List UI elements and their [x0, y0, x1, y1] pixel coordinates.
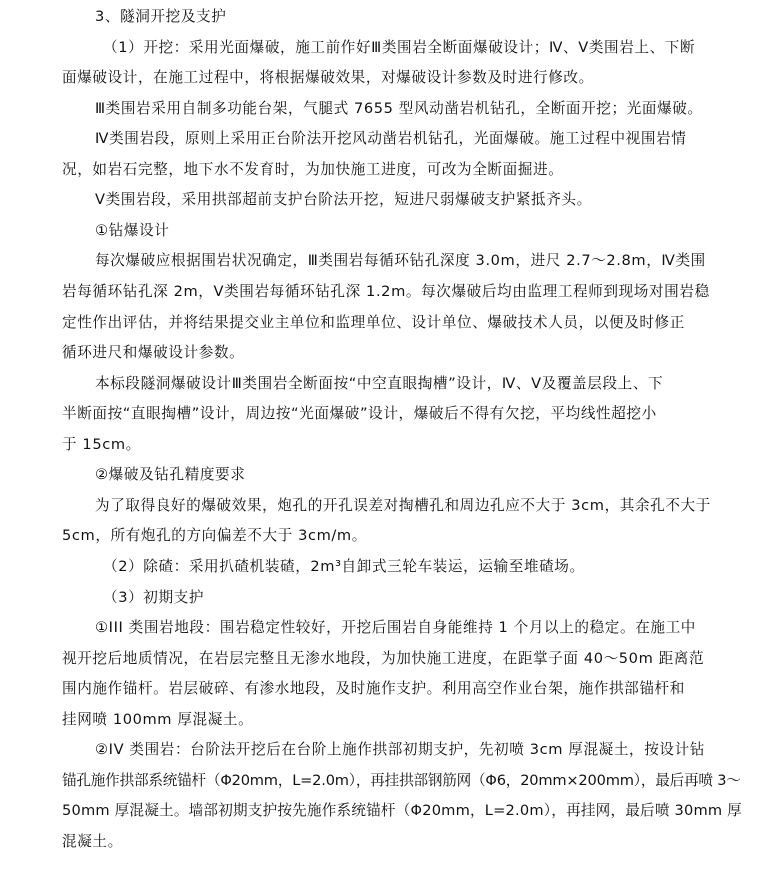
- paragraph-line: （2）除碴：采用扒碴机装碴，2m³自卸式三轮车装运，运输至堆碴场。: [103, 558, 585, 575]
- paragraph-line: Ⅲ类围岩采用自制多功能台架，气腿式 7655 型风动凿岩机钻孔，全断面开挖；光面爆破。: [95, 100, 703, 117]
- paragraph-line: 每次爆破应根据围岩状况确定，Ⅲ类围岩每循环钻孔深度 3.0m，进尺 2.7～2.8m，Ⅳ类围: [95, 252, 706, 269]
- paragraph-line: 于 15cm。: [62, 436, 141, 453]
- paragraph-line: ①III 类围岩地段：围岩稳定性较好，开挖后围岩自身能维持 1 个月以上的稳定。在施工中: [95, 619, 696, 636]
- paragraph-line: 挂网喷 100mm 厚混凝土。: [62, 711, 254, 728]
- paragraph-line: 本标段隧洞爆破设计Ⅲ类围岩全断面按“中空直眼掏槽”设计，Ⅳ、Ⅴ及覆盖层段上、下: [95, 375, 664, 392]
- paragraph-line: 锚孔施作拱部系统锚杆（Φ20mm，L=2.0m），再挂拱部钢筋网（Φ6，20mm×200mm），最后再喷 3～: [62, 772, 741, 789]
- subsection-heading: ①钻爆设计: [95, 222, 170, 239]
- paragraph-line: ②IV 类围岩：台阶法开挖后在台阶上施作拱部初期支护，先初喷 3cm 厚混凝土，按设计钻: [95, 741, 705, 758]
- paragraph-line: Ⅳ类围岩段，原则上采用正台阶法开挖风动凿岩机钻孔，光面爆破。施工过程中视围岩情: [95, 130, 687, 147]
- paragraph-line: 定性作出评估，并将结果提交业主单位和监理单位、设计单位、爆破技术人员，以便及时修正: [62, 314, 685, 331]
- paragraph-line: 为了取得良好的爆破效果，炮孔的开孔误差对掏槽孔和周边孔应不大于 3cm，其余孔不大于: [95, 497, 711, 514]
- paragraph-line: 面爆破设计，在施工过程中，将根据爆破效果，对爆破设计参数及时进行修改。: [62, 69, 594, 86]
- paragraph-line: 视开挖后地质情况，在岩层完整且无渗水地段，为加快施工进度，在距掌子面 40～50m 距离范: [62, 650, 705, 667]
- section-heading: 3、隧洞开挖及支护: [95, 8, 227, 25]
- paragraph-line: 50mm 厚混凝土。墙部初期支护按先施作系统锚杆（Φ20mm，L=2.0m），再挂网，最后喷 30mm 厚: [62, 802, 742, 819]
- paragraph-line: 况，如岩石完整，地下水不发育时，为加快施工进度，可改为全断面掘进。: [62, 161, 564, 178]
- paragraph-line: 半断面按“直眼掏槽”设计，周边按“光面爆破”设计，爆破后不得有欠挖，平均线性超挖小: [62, 405, 657, 422]
- subsection-heading: （3）初期支护: [103, 589, 205, 606]
- paragraph-line: 岩每循环钻孔深 2m，Ⅴ类围岩每循环钻孔深 1.2m。每次爆破后均由监理工程师到现场对围岩稳: [62, 283, 710, 300]
- paragraph-line: （1）开挖：采用光面爆破，施工前作好Ⅲ类围岩全断面爆破设计；Ⅳ、Ⅴ类围岩上、下断: [103, 39, 696, 56]
- paragraph-line: Ⅴ类围岩段，采用拱部超前支护台阶法开挖，短进尺弱爆破支护紧抵齐头。: [95, 191, 592, 208]
- paragraph-line: 循环进尺和爆破设计参数。: [62, 344, 245, 361]
- paragraph-line: 围内施作锚杆。岩层破碎、有渗水地段，及时施作支护。利用高空作业台架，施作拱部锚杆和: [62, 680, 685, 697]
- paragraph-line: 混凝土。: [62, 833, 123, 850]
- subsection-heading: ②爆破及钻孔精度要求: [95, 466, 246, 483]
- paragraph-line: 5cm，所有炮孔的方向偏差不大于 3cm/m。: [62, 527, 367, 544]
